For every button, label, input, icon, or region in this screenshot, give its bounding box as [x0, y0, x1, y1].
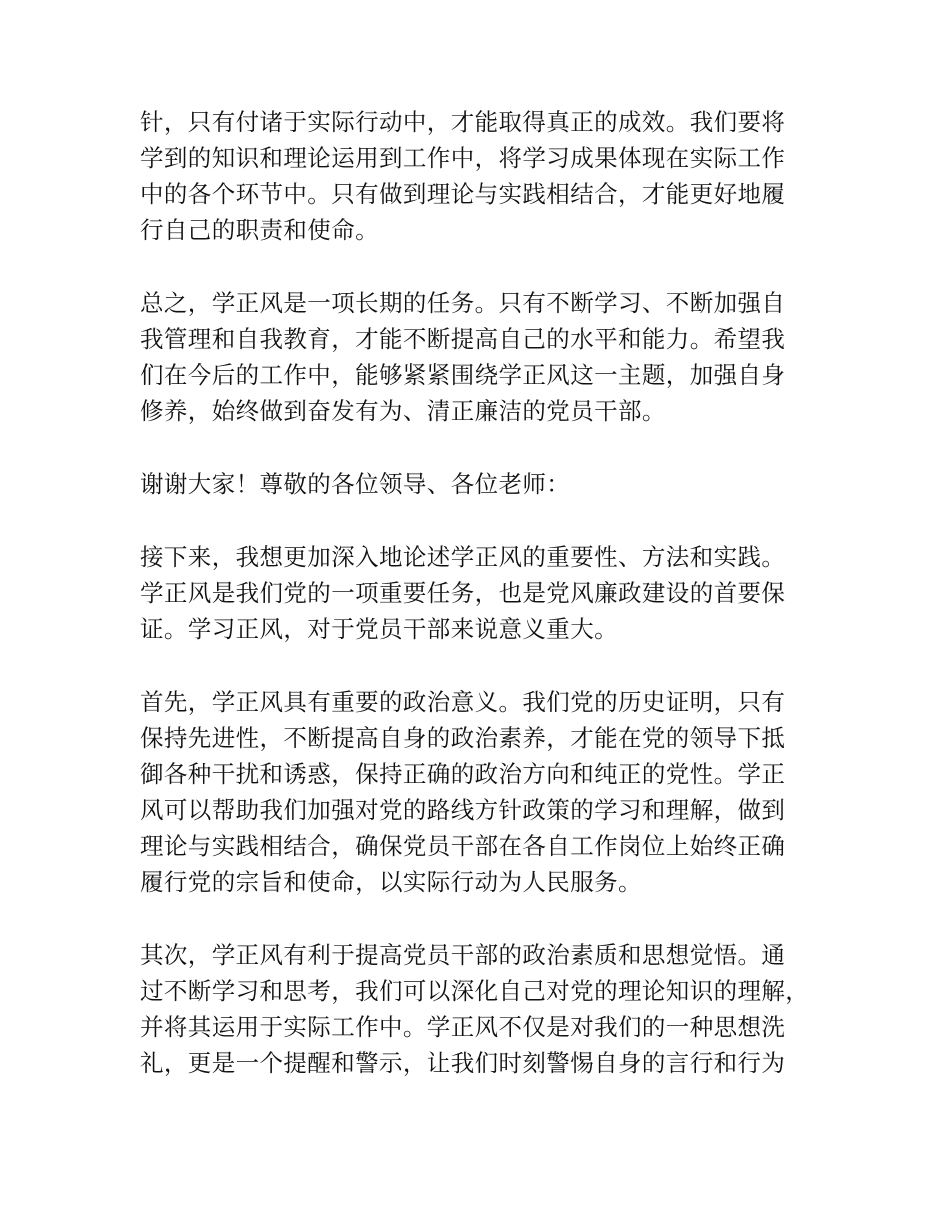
text-line: 行自己的职责和使命。 [140, 216, 379, 244]
paragraph-introduction [140, 539, 820, 647]
text-line: 我管理和自我教育，才能不断提高自己的水平和能力。希望我 [140, 325, 786, 353]
text-line: 们在今后的工作中，能够紧紧围绕学正风这一主题，加强自身 [140, 361, 786, 389]
text-line: 谢谢大家！尊敬的各位领导、各位老师： [140, 470, 571, 498]
paragraph-political-quality [140, 937, 820, 1081]
paragraph-political-significance [140, 684, 820, 900]
text-line: 接下来，我想更加深入地论述学正风的重要性、方法和实践。 [140, 543, 786, 571]
text-line: 理论与实践相结合，确保党员干部在各自工作岗位上始终正确 [140, 832, 786, 860]
text-line: 保持先进性，不断提高自身的政治素养，才能在党的领导下抵 [140, 724, 786, 752]
paragraph-greeting [140, 466, 820, 502]
document-page [140, 104, 820, 1118]
text-line: 首先，学正风具有重要的政治意义。我们党的历史证明，只有 [140, 688, 786, 716]
paragraph-summary [140, 285, 820, 429]
text-line: 证。学习正风，对于党员干部来说意义重大。 [140, 615, 618, 643]
text-line: 学正风是我们党的一项重要任务，也是党风廉政建设的首要保 [140, 579, 786, 607]
text-line: 礼，更是一个提醒和警示，让我们时刻警惕自身的言行和行为 [140, 1049, 786, 1077]
text-line: 修养，始终做到奋发有为、清正廉洁的党员干部。 [140, 397, 666, 425]
paragraph-practice [140, 104, 820, 248]
text-line: 御各种干扰和诱惑，保持正确的政治方向和纯正的党性。学正 [140, 760, 786, 788]
text-line: 学到的知识和理论运用到工作中，将学习成果体现在实际工作 [140, 144, 786, 172]
text-line: 中的各个环节中。只有做到理论与实践相结合，才能更好地履 [140, 180, 786, 208]
text-line: 风可以帮助我们加强对党的路线方针政策的学习和理解，做到 [140, 796, 786, 824]
text-line: 并将其运用于实际工作中。学正风不仅是对我们的一种思想洗 [140, 1013, 786, 1041]
text-line: 总之，学正风是一项长期的任务。只有不断学习、不断加强自 [140, 289, 786, 317]
text-line: 过不断学习和思考，我们可以深化自己对党的理论知识的理解， [140, 977, 810, 1005]
text-line: 履行党的宗旨和使命，以实际行动为人民服务。 [140, 868, 642, 896]
text-line: 其次，学正风有利于提高党员干部的政治素质和思想觉悟。通 [140, 941, 786, 969]
text-line: 针，只有付诸于实际行动中，才能取得真正的成效。我们要将 [140, 108, 786, 136]
